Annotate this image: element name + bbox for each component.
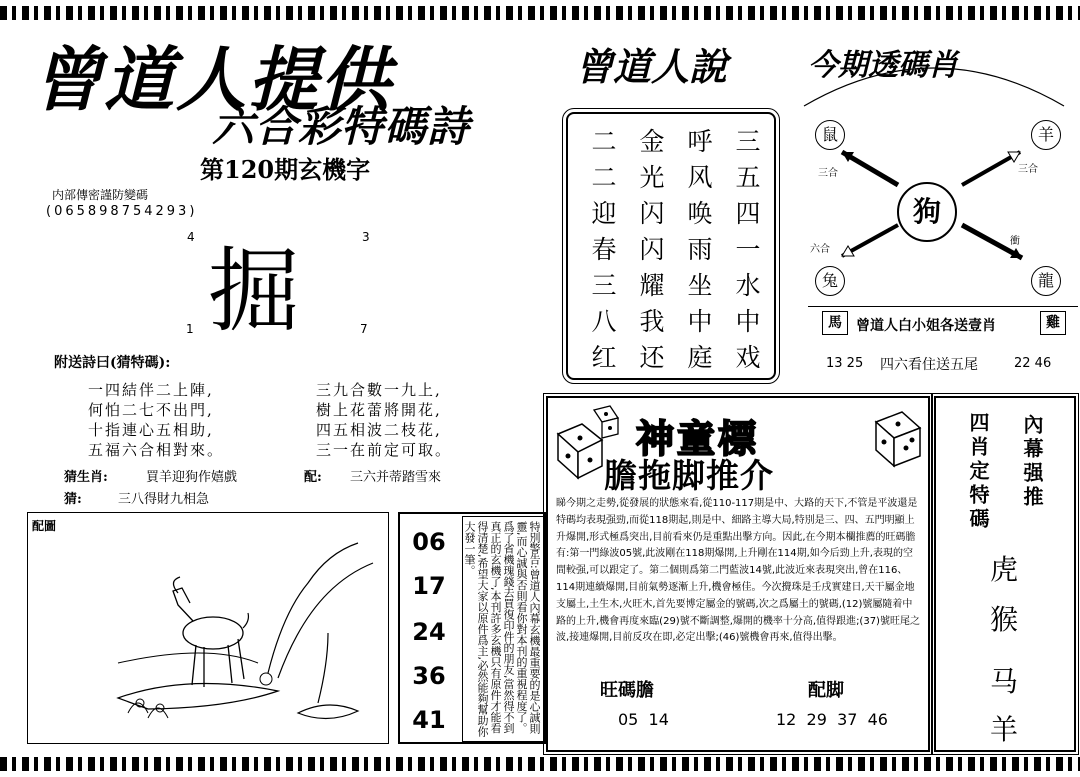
corner-num-bottom-right: 7: [360, 322, 368, 336]
page-title: 曾道人提供: [32, 39, 392, 121]
grid-cell: 红: [591, 343, 617, 372]
dice-icon-right: [866, 402, 926, 472]
zodiac-center-dog: 狗: [897, 182, 957, 242]
side-column: [934, 396, 1076, 752]
poem-left-2: 何怕二七不出門,: [88, 401, 214, 419]
char-grid: [566, 112, 776, 380]
gift-line: [808, 306, 1078, 340]
side-pick: 羊: [990, 713, 1019, 746]
pei-jiao-label: 配脚: [808, 680, 844, 701]
grid-cell: 唤: [687, 199, 713, 228]
grid-cell: 三: [591, 271, 617, 300]
pei-numbers: 12 29 37 46: [776, 710, 888, 729]
zodiac-sheep: 羊: [1031, 120, 1061, 150]
page-subtitle: 六合彩特碼詩: [212, 102, 471, 151]
grid-cell: 三: [735, 127, 761, 156]
guess-text: 三八得財九相急: [118, 492, 210, 507]
recommend-article: 睇今期之走勢,從發展的狀態來看,從110-117期是中、大路的天下,不管是平波還是特碼均表現强勁,而從118期起,則是中、細路主導大局,特別是三、四、五門明顯上升爆開,形式極爲突出,目前看來仍是重點出擊方向。因此,在今期本欄推薦的旺碼膽有:第一門綠波05號,此波剛在118期爆開,上升剛在114期,如今后勁上升,表現的空間較强,可以跟定了。第二個則爲第二門藍波14號,此波近來表現突出,曾在116、114期連續爆開,目前氣勢逐漸上升,機會極佳。今次攪珠是壬戌實建日,天干屬金地支屬土,土生木,火旺木,首先要博定屬金的號碼,次之爲屬土的號碼,(12)號屬隨着中路的上升,機會再度來臨(29)號不斷調整,爆開的機率十分高,值得跟進;(37)號旺尾之波,接連爆開,目前反攻在即,必定出擊;(46)號機會再來,值得出擊。: [556, 498, 920, 644]
grid-cell: 耀: [639, 271, 665, 300]
grid-cell: 庭: [687, 343, 713, 372]
san-he-left: 三合: [818, 168, 838, 179]
mystery-character: 掘: [208, 238, 301, 345]
pei-text: 三六并蒂踏雪來: [350, 470, 442, 485]
guess-zodiac-text: 買羊迎狗作嬉戲: [146, 470, 238, 485]
poem-right-1: 三九合數一九上,: [316, 381, 442, 399]
number-item: 36: [412, 662, 446, 690]
top-border: [0, 6, 1080, 20]
recommend-title: 神童標: [636, 417, 760, 461]
grid-cell: 迎: [591, 199, 617, 228]
grid-cell: 二: [591, 127, 617, 156]
bottom-border: [0, 757, 1080, 771]
side-col2: 內幕强推: [1020, 414, 1044, 510]
phone-number: (065898754293): [46, 204, 198, 219]
pei-label: 配:: [304, 470, 322, 485]
grid-cell: 八: [591, 307, 617, 336]
grid-cell: 一: [735, 235, 761, 264]
grid-cell: 还: [639, 343, 665, 372]
numbers-box: [398, 512, 546, 744]
side-pick: 马: [990, 665, 1019, 698]
number-item: 41: [412, 706, 446, 734]
side-pick: 猴: [990, 603, 1019, 636]
grid-cell: 坐: [687, 271, 713, 300]
issue-label: 第120期玄機字: [200, 155, 371, 184]
dan-numbers: 05 14: [618, 710, 669, 729]
grid-cell: 二: [591, 163, 617, 192]
grid-cell: 光: [639, 163, 665, 192]
shuo-title: 曾道人說: [575, 44, 728, 89]
chong-label: 衝: [1010, 236, 1020, 247]
corner-num-top-left: 4: [187, 230, 195, 244]
san-he-right: 三合: [1018, 164, 1038, 175]
grid-cell: 金: [639, 127, 665, 156]
grid-cell: 呼: [687, 127, 713, 156]
zodiac-rat: 鼠: [815, 120, 845, 150]
poem-right-3: 四五相波二枝花,: [316, 421, 442, 439]
goat-illustration: [28, 513, 388, 743]
grid-cell: 水: [735, 271, 761, 300]
number-item: 24: [412, 618, 446, 646]
zodiac-dragon: 龍: [1031, 266, 1061, 296]
rooster-box: 雞: [1040, 311, 1066, 335]
grid-cell: 雨: [687, 235, 713, 264]
illustration-label: 配圖: [32, 519, 57, 533]
nums-left: 13 25: [826, 356, 864, 371]
corner-num-bottom-left: 1: [186, 322, 194, 336]
number-item: 17: [412, 572, 446, 600]
poem-left-1: 一四結伴二上陣,: [88, 381, 214, 399]
gift-text: 曾道人白小姐各送壹肖: [856, 318, 996, 334]
guess-label: 猜:: [64, 492, 82, 507]
grid-cell: 戏: [735, 343, 761, 372]
nums-right: 22 46: [1014, 356, 1052, 371]
zodiac-hint: 四六看住送五尾: [880, 357, 978, 373]
poem-left-3: 十指連心五相助,: [88, 421, 214, 439]
grid-cell: 闪: [639, 199, 665, 228]
grid-cell: 风: [687, 163, 713, 192]
guess-zodiac-label: 猜生肖:: [64, 470, 108, 485]
horse-box: 馬: [822, 311, 848, 335]
side-col1: 四肖定特碼: [966, 412, 990, 532]
poem-title: 附送詩曰(猜特碼):: [54, 355, 171, 371]
grid-cell: 五: [735, 163, 761, 192]
number-item: 06: [412, 528, 446, 556]
grid-cell: 中: [687, 307, 713, 336]
grid-cell: 四: [735, 199, 761, 228]
warning-notice: 特別警告:曾道人內幕玄機最重要的是心誠則靈,而心誠與否則看你對本刊的重視程度了。爲了省機瑰錢去買復印件的朋友,當然得不到真正的玄機了,本刊許多玄機只有原件才能看得清楚,希望大家以原件爲主,必然能夠幫助你大發一筆。: [462, 516, 544, 742]
dan-label: 旺碼膽: [600, 680, 654, 701]
corner-num-top-right: 3: [362, 230, 370, 244]
zodiac-title: 今期透碼肖: [808, 48, 958, 83]
grid-cell: 闪: [639, 235, 665, 264]
poem-right-2: 樹上花蕾將開花,: [316, 401, 442, 419]
recommend-subtitle: 膽拖脚推介: [604, 456, 774, 495]
side-pick: 虎: [990, 553, 1019, 586]
grid-cell: 春: [591, 235, 617, 264]
poem-right-4: 三一在前定可取。: [316, 441, 453, 459]
liu-he-label: 六合: [810, 244, 830, 255]
illustration-box: [27, 512, 389, 744]
secret-label: 内部傳密謹防變碼: [52, 188, 149, 202]
zodiac-rabbit: 兔: [815, 266, 845, 296]
poem-left-4: 五福六合相對來。: [88, 441, 225, 459]
grid-cell: 我: [639, 307, 665, 336]
grid-cell: 中: [735, 307, 761, 336]
